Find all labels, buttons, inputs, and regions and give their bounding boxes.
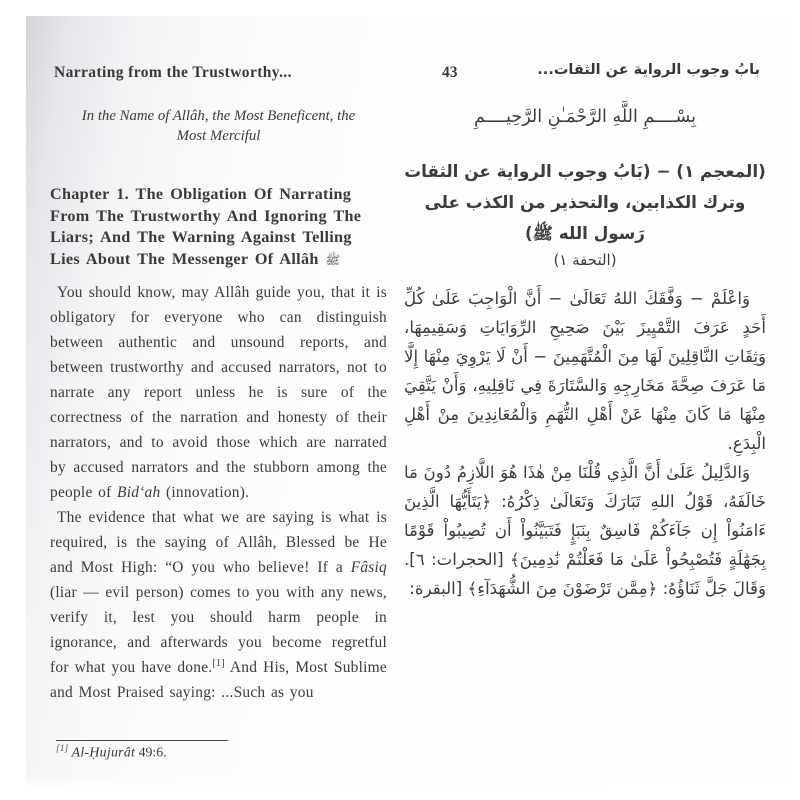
arabic-tuhfa-line: (التحفة ١)	[553, 251, 617, 269]
footnote-verse: 49:6.	[138, 744, 167, 760]
para2-text-mid: (liar — evil person) comes to you with any news, verify it, lest you should harm people in ignorance, and afterwards you become regretful for what you have done.	[50, 584, 387, 676]
saw-symbol: ﷺ	[325, 252, 341, 267]
chapter-heading	[50, 184, 387, 271]
arabic-paragraph-1: وَاعْلَمْ − وَفَّقَكَ اللهُ تَعَالَىٰ − أَنَّ الْوَاجِبَ عَلَىٰ كُلِّ أَحَدٍ عَرَفَ التَّمْيِيزَ بَيْنَ صَحِيحِ الرِّوَايَاتِ وَسَقِيمِهَا، وَثِقَاتِ النَّاقِلِينَ لَهَا مِنَ الْمُتَّهَمِينَ − أَنْ لَا يَرْوِيَ مِنْهَا إِلَّا مَا عَرَفَ صِحَّةَ مَخَارِجِهِ وَالسَّتَارَةَ فِي نَاقِلِيهِ، وَأَنْ يَتَّقِيَ مِنْهَا مَا كَانَ مِنْهَا عَنْ أَهْلِ التُّهَمِ وَالْمُعَانِدِينَ مِنْ أَهْلِ الْبِدَعِ.	[404, 289, 766, 453]
para2-text: The evidence that what we are saying is what is required, is the saying of Allâh, Blessed be He and Most High: “O you who believe! If a	[50, 509, 387, 576]
arabic-paragraph-2: وَالدَّلِيلُ عَلَىٰ أَنَّ الَّذِي قُلْنَا مِنْ هٰذَا هُوَ اللَّازِمُ دُونَ مَا خَالَفَهُ، قَوْلُ اللهِ تَبَارَكَ وَتَعَالَىٰ ذِكْرُهُ: ﴿يَتَأَيُّهَا الَّذِينَ ءَامَنُواْ إِن جَآءَكُمْ فَاسِقٌ بِنَبَإٍ فَتَبَيَّنُواْ أَن تُصِيبُواْ قَوْمًا بِجَهَٰلَةٍ فَتُصْبِحُواْ عَلَىٰ مَا فَعَلْتُمْ نَٰدِمِينَ﴾ [الحجرات: ٦]. وَقَالَ جَلَّ ثَنَاؤُهُ: ﴿مِمَّن تَرْضَوْنَ مِنَ الشُّهَدَآءِ﴾ [البقرة:	[404, 463, 766, 598]
para1-text-end: (innovation).	[160, 484, 250, 501]
basmala-translation: In the Name of Allâh, the Most Beneficent, the Most Merciful	[81, 108, 356, 144]
page-header	[54, 62, 766, 86]
footnote-block	[56, 740, 416, 761]
header-arabic-title: بابُ وجوب الرواية عن الثقات...	[537, 62, 760, 78]
english-column	[50, 100, 387, 705]
footnote-marker: [1]	[56, 744, 69, 754]
footnote-source: Al-Ḥujurât	[71, 744, 136, 760]
footnote	[56, 744, 416, 761]
para1-text: You should know, may Allâh guide you, that it is obligatory for everyone who can distinguish between authentic and unsound reports, and between trustworthy and accused narrators, not to narrate any report unless he is sure of the correctness of the narration and honesty of their narrators, and to avoid those which are narrated by accused narrators and the stubborn among the people of	[50, 284, 387, 501]
footnote-reference-inline: [1]	[212, 657, 225, 669]
footnote-divider	[56, 740, 228, 741]
italic-term-fasiq: Fâsiq	[350, 559, 387, 576]
arabic-chapter-header: (المعجم ١) − (بَابُ وجوب الرواية عن الثقات وترك الكذابين، والتحذير من الكذب على رَسول الله ﷺ)	[404, 161, 766, 243]
italic-term-bidah: Bid‘ah	[117, 484, 161, 501]
arabic-basmala-calligraphy: بِسْــــمِ اللَّهِ الرَّحْمَـٰنِ الرَّحِيــــمِ	[473, 107, 697, 127]
header-english-title: Narrating from the Trustworthy...	[54, 64, 292, 81]
english-paragraph-2	[50, 505, 387, 705]
header-page-number: 43	[442, 64, 458, 81]
chapter-heading-text: Chapter 1. The Obligation Of Narrating From The Trustworthy And Ignoring The Liars; And The Warning Against Telling Lies About The Messenger Of Allâh	[50, 185, 362, 268]
para2-text-end: And His, Most Sublime and Most Praised saying: ...Such as you	[50, 659, 387, 701]
arabic-column	[404, 94, 766, 603]
english-paragraph-1	[50, 280, 387, 505]
